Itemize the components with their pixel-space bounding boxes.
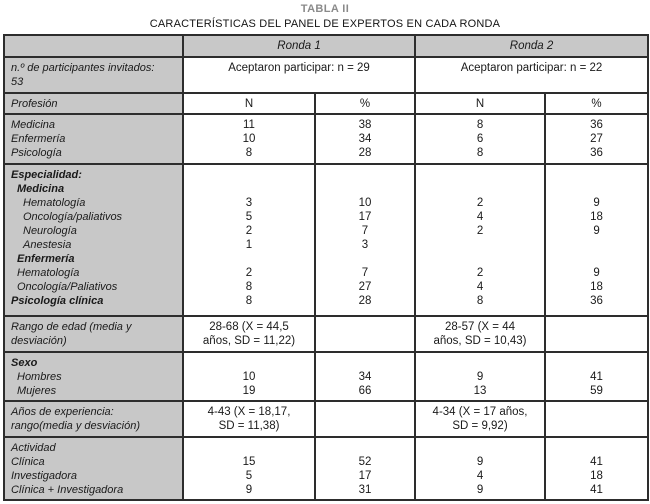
cell-line: desviación) <box>11 335 67 347</box>
cell-line: Medicina <box>17 183 65 195</box>
row-label-cell <box>4 437 183 500</box>
cell-line: 4 <box>476 470 484 482</box>
cell-line: Enfermería <box>11 133 66 145</box>
data-cell <box>415 437 545 500</box>
cell-line <box>548 252 645 266</box>
cell-line <box>186 356 312 370</box>
data-cell <box>545 93 648 114</box>
row-label-cell <box>4 401 183 437</box>
cell-line: 8 <box>245 295 253 307</box>
data-cell <box>183 57 415 93</box>
cell-line <box>548 441 645 455</box>
cell-line: 27 <box>590 133 603 145</box>
data-cell <box>545 164 648 316</box>
cell-line: Hematología <box>17 267 80 279</box>
cell-line <box>186 441 312 455</box>
cell-line <box>418 238 542 252</box>
round-header-cell: Ronda 1 <box>183 35 415 57</box>
cell-line: Profesión <box>11 98 58 110</box>
cell-line: 8 <box>476 295 484 307</box>
cell-line: 2 <box>476 267 484 279</box>
experts-table <box>3 34 649 501</box>
cell-line: 2 <box>245 225 253 237</box>
row-label-cell <box>4 114 183 164</box>
cell-line: 10 <box>242 133 256 145</box>
data-cell <box>315 316 415 352</box>
data-cell <box>315 437 415 500</box>
cell-line <box>11 39 179 53</box>
data-cell <box>315 114 415 164</box>
cell-line: 28-68 (X = 44,5 <box>209 321 289 333</box>
cell-line: rango(media y desviación) <box>11 420 141 432</box>
cell-line: SD = 9,92) <box>452 420 508 432</box>
cell-line: 17 <box>358 211 372 223</box>
cell-line: 15 <box>242 456 256 468</box>
cell-line: Enfermería <box>17 253 75 265</box>
cell-line: 52 <box>358 456 372 468</box>
cell-line: 36 <box>590 295 603 307</box>
cell-line: Clínica <box>11 456 45 468</box>
data-cell <box>415 164 545 316</box>
cell-line: 9 <box>245 484 253 496</box>
cell-line: Oncología/paliativos <box>23 211 123 223</box>
data-cell <box>315 352 415 401</box>
data-cell <box>545 401 648 437</box>
cell-line: 53 <box>11 76 24 88</box>
cell-line <box>418 182 542 196</box>
cell-line: 9 <box>476 371 484 383</box>
cell-line: 5 <box>245 211 253 223</box>
cell-line: Investigadora <box>11 470 78 482</box>
table-caption-text: CARACTERÍSTICAS DEL PANEL DE EXPERTOS EN CADA RONDA <box>149 18 501 30</box>
cell-line: 10 <box>358 197 372 209</box>
cell-line: 36 <box>590 119 603 131</box>
cell-line: 2 <box>245 267 253 279</box>
cell-line: 6 <box>476 133 484 145</box>
cell-line: 4-34 (X = 17 años, <box>432 406 528 418</box>
cell-line: 9 <box>593 197 600 209</box>
row-label-cell <box>4 93 183 114</box>
cell-line: % <box>359 98 371 110</box>
table-row <box>4 401 648 437</box>
table-row <box>4 352 648 401</box>
cell-line: Aceptaron participar: n = 22 <box>460 62 603 74</box>
cell-line: 8 <box>245 281 253 293</box>
cell-line <box>548 238 645 252</box>
cell-line <box>418 356 542 370</box>
table-caption-number: TABLA II <box>300 3 350 15</box>
cell-line <box>186 168 312 182</box>
cell-line: n.º de participantes invitados: <box>11 62 155 74</box>
cell-line: 34 <box>358 371 372 383</box>
cell-line: Mujeres <box>17 385 57 397</box>
cell-line: años, SD = 11,22) <box>202 335 296 347</box>
data-cell <box>183 164 315 316</box>
data-cell <box>415 114 545 164</box>
cell-line: 18 <box>590 211 603 223</box>
cell-line: 5 <box>245 470 253 482</box>
data-cell <box>415 352 545 401</box>
data-cell <box>315 93 415 114</box>
cell-line <box>418 168 542 182</box>
data-cell <box>183 93 315 114</box>
cell-line: 4-43 (X = 18,17, <box>207 406 291 418</box>
cell-line: 41 <box>590 484 603 496</box>
cell-line: 38 <box>358 119 372 131</box>
row-label-cell <box>4 316 183 352</box>
cell-line: 41 <box>590 371 603 383</box>
cell-line: 59 <box>590 385 603 397</box>
cell-line: 18 <box>590 470 603 482</box>
data-cell <box>183 401 315 437</box>
cell-line: 28 <box>358 147 372 159</box>
cell-line: 8 <box>476 119 484 131</box>
cell-line: 9 <box>593 225 600 237</box>
cell-line: Años de experiencia: <box>11 406 114 418</box>
cell-line <box>318 441 412 455</box>
data-cell <box>415 93 545 114</box>
cell-line: 34 <box>358 133 372 145</box>
data-cell <box>545 352 648 401</box>
cell-line: 66 <box>358 385 372 397</box>
table-row <box>4 93 648 114</box>
cell-line: N <box>244 98 254 110</box>
cell-line: Anestesia <box>23 239 72 251</box>
cell-line: 27 <box>358 281 372 293</box>
data-cell <box>315 164 415 316</box>
cell-line: 17 <box>358 470 372 482</box>
row-label-cell <box>4 352 183 401</box>
cell-line: 1 <box>245 239 253 251</box>
data-cell <box>315 401 415 437</box>
cell-line: 7 <box>361 225 369 237</box>
cell-line: 2 <box>476 197 484 209</box>
cell-line: 7 <box>361 267 369 279</box>
cell-line: 10 <box>242 371 256 383</box>
table-row <box>4 164 648 316</box>
cell-line: 8 <box>245 147 253 159</box>
cell-line: Hematología <box>23 197 86 209</box>
cell-line: 28-57 (X = 44 <box>445 321 516 333</box>
cell-line <box>548 182 645 196</box>
cell-line: 31 <box>358 484 372 496</box>
table-row <box>4 437 648 500</box>
table-row <box>4 114 648 164</box>
cell-line: 18 <box>590 281 603 293</box>
cell-line <box>418 252 542 266</box>
data-cell <box>545 114 648 164</box>
data-cell <box>415 57 648 93</box>
cell-line: 13 <box>473 385 487 397</box>
cell-line: Psicología clínica <box>11 295 104 307</box>
cell-line: 9 <box>476 484 484 496</box>
cell-line <box>548 168 645 182</box>
cell-line: Neurología <box>23 225 77 237</box>
row-label-cell <box>4 57 183 93</box>
data-cell <box>183 316 315 352</box>
cell-line: Oncología/Paliativos <box>17 281 118 293</box>
cell-line <box>318 182 412 196</box>
cell-line <box>318 252 412 266</box>
row-label-cell <box>4 35 183 57</box>
data-cell <box>545 437 648 500</box>
cell-line: Actividad <box>11 442 56 454</box>
cell-line <box>186 182 312 196</box>
cell-line <box>186 252 312 266</box>
cell-line: 41 <box>590 456 603 468</box>
cell-line: 9 <box>476 456 484 468</box>
cell-line: 3 <box>361 239 369 251</box>
cell-line: 2 <box>476 225 484 237</box>
cell-line: 4 <box>476 281 484 293</box>
cell-line <box>318 168 412 182</box>
table-row <box>4 57 648 93</box>
cell-line: Psicología <box>11 147 62 159</box>
cell-line <box>318 356 412 370</box>
cell-line: 3 <box>245 197 253 209</box>
cell-line: 28 <box>358 295 372 307</box>
cell-line: años, SD = 10,43) <box>433 335 527 347</box>
cell-line: 4 <box>476 211 484 223</box>
cell-line: 8 <box>476 147 484 159</box>
cell-line: Hombres <box>17 371 62 383</box>
data-cell <box>183 352 315 401</box>
data-cell <box>183 114 315 164</box>
data-cell <box>415 316 545 352</box>
cell-line: 36 <box>590 147 603 159</box>
cell-line: % <box>591 98 602 110</box>
table-row <box>4 35 648 57</box>
cell-line: N <box>475 98 485 110</box>
cell-line: Clínica + Investigadora <box>11 484 124 496</box>
table-row <box>4 316 648 352</box>
row-label-cell <box>4 164 183 316</box>
cell-line <box>548 356 645 370</box>
cell-line: 11 <box>243 119 255 131</box>
cell-line: Rango de edad (media y <box>11 321 132 333</box>
cell-line: Medicina <box>11 119 56 131</box>
cell-line: 9 <box>593 267 600 279</box>
data-cell <box>183 437 315 500</box>
data-cell <box>415 401 545 437</box>
cell-line: 19 <box>242 385 256 397</box>
round-header-cell: Ronda 2 <box>415 35 648 57</box>
cell-line <box>418 441 542 455</box>
cell-line: SD = 11,38) <box>218 420 280 432</box>
cell-line: Sexo <box>11 357 38 369</box>
cell-line: Aceptaron participar: n = 29 <box>228 62 370 74</box>
data-cell <box>545 316 648 352</box>
cell-line: Especialidad: <box>11 169 82 181</box>
